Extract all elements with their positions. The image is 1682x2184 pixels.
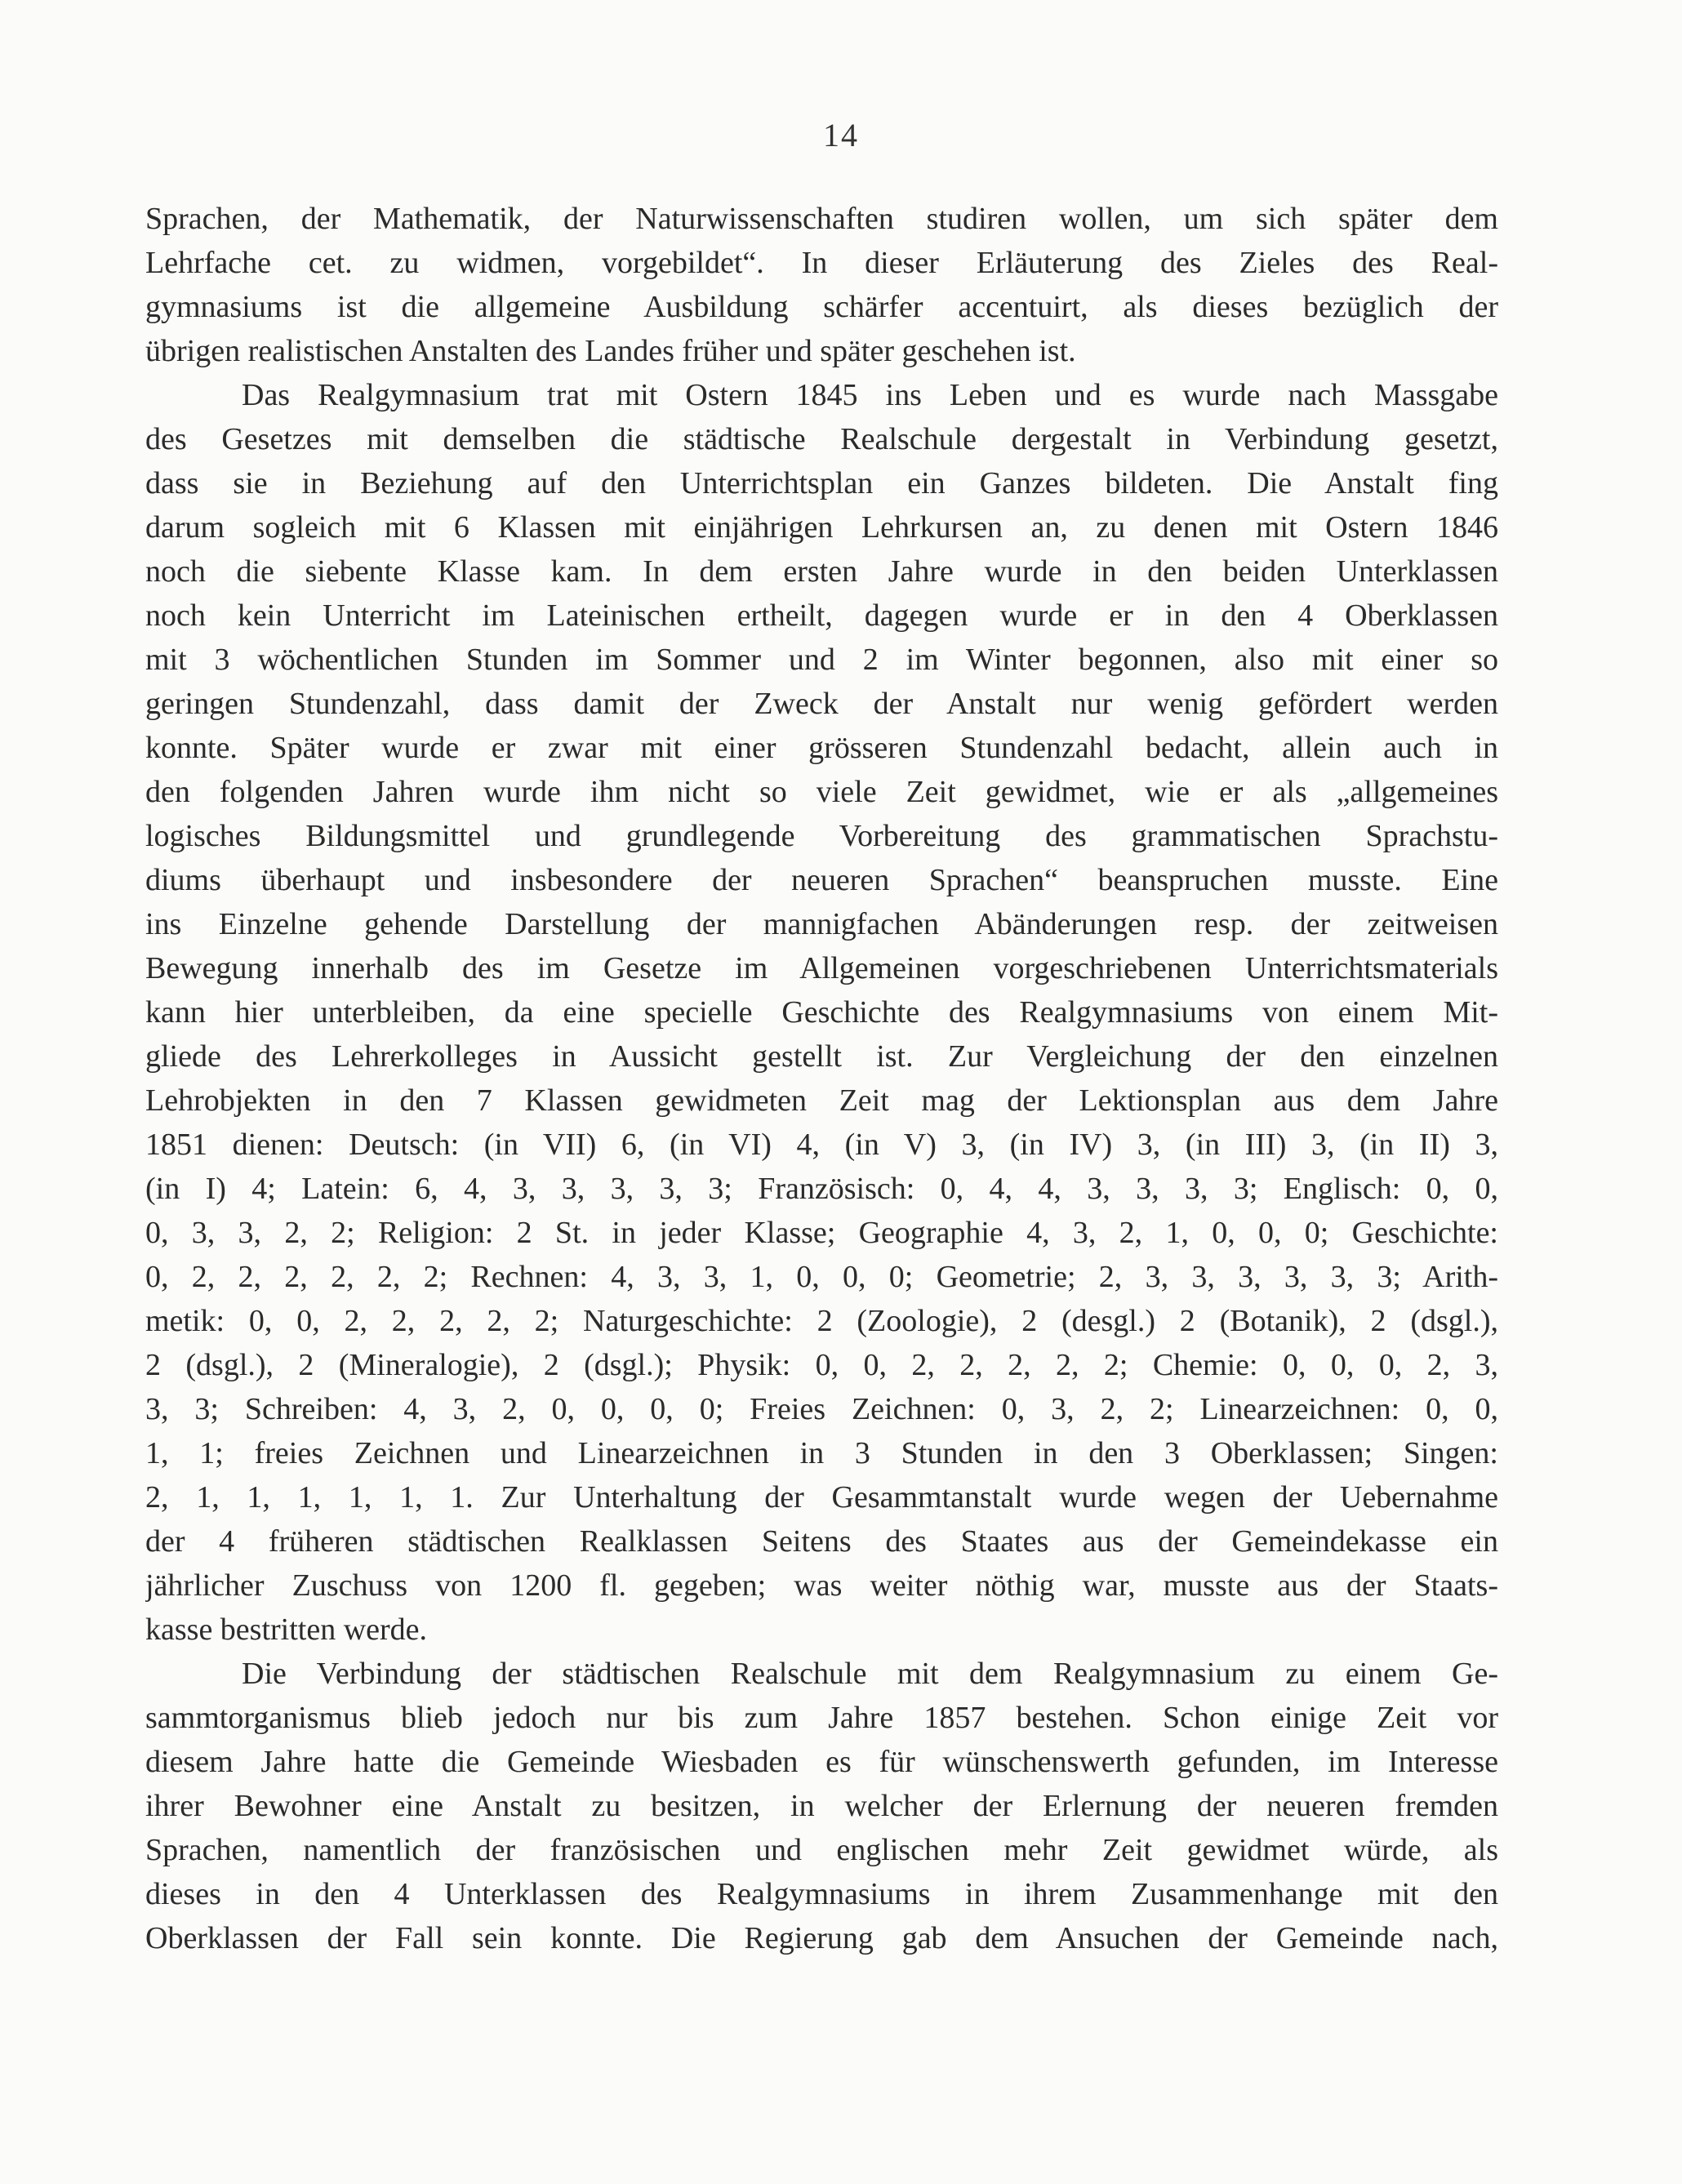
text-line: noch die siebente Klasse kam. In dem ersten Jahre wurde in den beiden Unterklassen xyxy=(145,554,1498,589)
text-line: 2 (dsgl.), 2 (Mineralogie), 2 (dsgl.); Physik: 0, 0, 2, 2, 2, 2, 2; Chemie: 0, 0, 0, 2, 3, xyxy=(145,1348,1498,1382)
text-line: 2, 1, 1, 1, 1, 1, 1. Zur Unterhaltung der Gesammtanstalt wurde wegen der Uebernahme xyxy=(145,1480,1498,1515)
text-line: Lehrfache cet. zu widmen, vorgebildet“. In dieser Erläuterung des Zieles des Real- xyxy=(145,246,1498,280)
text-line: logisches Bildungsmittel und grundlegende Vorbereitung des grammatischen Sprachstu- xyxy=(145,819,1498,853)
text-line: Sprachen, der Mathematik, der Naturwissenschaften studiren wollen, um sich später dem xyxy=(145,202,1498,236)
text-line: ihrer Bewohner eine Anstalt zu besitzen, in welcher der Erlernung der neueren fremden xyxy=(145,1789,1498,1823)
text-line: 1, 1; freies Zeichnen und Linearzeichnen in 3 Stunden in den 3 Oberklassen; Singen: xyxy=(145,1436,1498,1470)
text-line: übrigen realistischen Anstalten des Landes früher und später geschehen ist. xyxy=(145,334,1076,368)
text-line: der 4 früheren städtischen Realklassen Seitens des Staates aus der Gemeindekasse ein xyxy=(145,1524,1498,1559)
text-line: gliede des Lehrerkolleges in Aussicht gestellt ist. Zur Vergleichung der den einzelnen xyxy=(145,1039,1498,1074)
text-line: Das Realgymnasium trat mit Ostern 1845 ins Leben und es wurde nach Massgabe xyxy=(242,378,1498,412)
text-line: mit 3 wöchentlichen Stunden im Sommer und 2 im Winter begonnen, also mit einer so xyxy=(145,643,1498,677)
text-line: dieses in den 4 Unterklassen des Realgymnasiums in ihrem Zusammenhange mit den xyxy=(145,1877,1498,1911)
text-line: 0, 3, 3, 2, 2; Religion: 2 St. in jeder Klasse; Geographie 4, 3, 2, 1, 0, 0, 0; Geschichte: xyxy=(145,1216,1498,1250)
text-line: Lehrobjekten in den 7 Klassen gewidmeten Zeit mag der Lektionsplan aus dem Jahre xyxy=(145,1083,1498,1118)
text-line: 0, 2, 2, 2, 2, 2, 2; Rechnen: 4, 3, 3, 1, 0, 0, 0; Geometrie; 2, 3, 3, 3, 3, 3, 3; Arith- xyxy=(145,1260,1498,1294)
text-line: den folgenden Jahren wurde ihm nicht so viele Zeit gewidmet, wie er als „allgemeines xyxy=(145,775,1498,809)
text-line: Bewegung innerhalb des im Gesetze im Allgemeinen vorgeschriebenen Unterrichtsmaterials xyxy=(145,951,1498,985)
text-line: des Gesetzes mit demselben die städtische Realschule dergestalt in Verbindung gesetzt, xyxy=(145,422,1498,456)
paragraph xyxy=(145,373,1498,1652)
text-line: gymnasiums ist die allgemeine Ausbildung schärfer accentuirt, als dieses bezüglich der xyxy=(145,290,1498,324)
text-line: 1851 dienen: Deutsch: (in VII) 6, (in VI) 4, (in V) 3, (in IV) 3, (in III) 3, (in II) 3, xyxy=(145,1128,1498,1162)
paragraph xyxy=(145,197,1498,373)
text-line: kann hier unterbleiben, da eine specielle Geschichte des Realgymnasiums von einem Mit- xyxy=(145,995,1498,1030)
text-line: darum sogleich mit 6 Klassen mit einjährigen Lehrkursen an, zu denen mit Ostern 1846 xyxy=(145,510,1498,545)
text-line: jährlicher Zuschuss von 1200 fl. gegeben; was weiter nöthig war, musste aus der Staats- xyxy=(145,1568,1498,1603)
text-line: diums überhaupt und insbesondere der neueren Sprachen“ beanspruchen musste. Eine xyxy=(145,863,1498,897)
text-line: geringen Stundenzahl, dass damit der Zweck der Anstalt nur wenig gefördert werden xyxy=(145,687,1498,721)
paragraph xyxy=(145,1652,1498,1960)
text-line: Die Verbindung der städtischen Realschule mit dem Realgymnasium zu einem Ge- xyxy=(242,1657,1498,1691)
text-line: Oberklassen der Fall sein konnte. Die Regierung gab dem Ansuchen der Gemeinde nach, xyxy=(145,1921,1498,1955)
text-line: diesem Jahre hatte die Gemeinde Wiesbaden es für wünschenswerth gefunden, im Interesse xyxy=(145,1745,1498,1779)
text-line: ins Einzelne gehende Darstellung der mannigfachen Abänderungen resp. der zeitweisen xyxy=(145,907,1498,941)
text-line: metik: 0, 0, 2, 2, 2, 2, 2; Naturgeschichte: 2 (Zoologie), 2 (desgl.) 2 (Botanik), 2 (dsgl.), xyxy=(145,1304,1498,1338)
text-line: sammtorganismus blieb jedoch nur bis zum Jahre 1857 bestehen. Schon einige Zeit vor xyxy=(145,1701,1498,1735)
text-line: Sprachen, namentlich der französischen und englischen mehr Zeit gewidmet würde, als xyxy=(145,1833,1498,1867)
text-line: konnte. Später wurde er zwar mit einer grösseren Stundenzahl bedacht, allein auch in xyxy=(145,731,1498,765)
text-line: noch kein Unterricht im Lateinischen ertheilt, dagegen wurde er in den 4 Oberklassen xyxy=(145,598,1498,633)
text-line: dass sie in Beziehung auf den Unterrichtsplan ein Ganzes bildeten. Die Anstalt fing xyxy=(145,466,1498,500)
text-line: (in I) 4; Latein: 6, 4, 3, 3, 3, 3, 3; Französisch: 0, 4, 4, 3, 3, 3, 3; Englisch: 0, 0, xyxy=(145,1172,1498,1206)
page-number: 14 xyxy=(823,117,859,153)
text-line: 3, 3; Schreiben: 4, 3, 2, 0, 0, 0, 0; Freies Zeichnen: 0, 3, 2, 2; Linearzeichnen: 0, 0, xyxy=(145,1392,1498,1426)
body-text xyxy=(145,197,1498,1960)
text-line: kasse bestritten werde. xyxy=(145,1612,428,1647)
